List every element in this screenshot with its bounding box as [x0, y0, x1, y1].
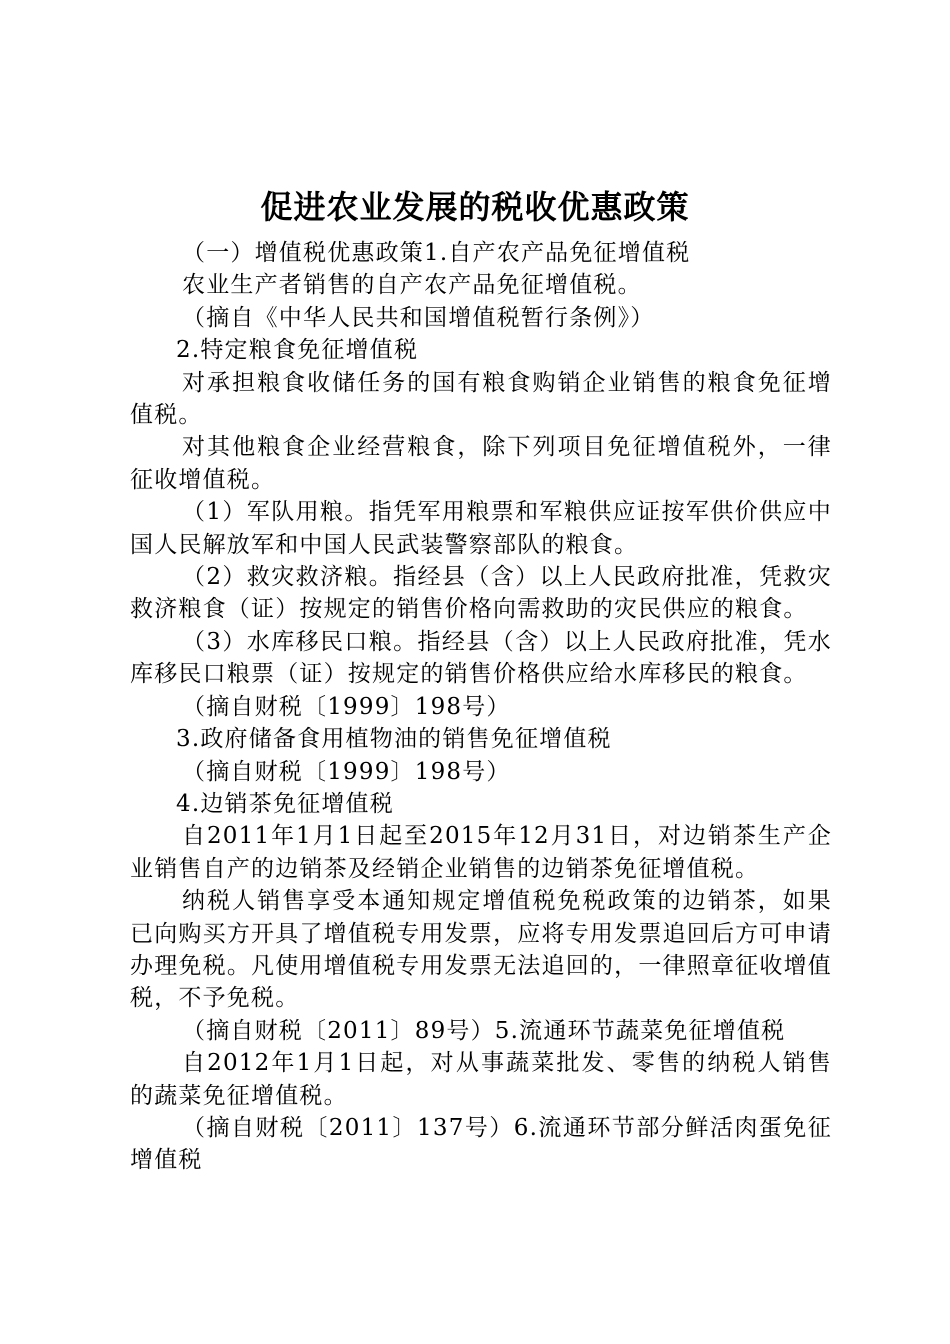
section-heading: 4.边销茶免征增值税 [176, 790, 394, 817]
paragraph: 自2012年1月1日起，对从事蔬菜批发、零售的纳税人销售的蔬菜免征增值税。 [130, 1050, 832, 1109]
paragraph: 对其他粮食企业经营粮食，除下列项目免征增值税外，一律征收增值税。 [130, 434, 832, 493]
paragraph: 纳税人销售享受本通知规定增值税免税政策的边销茶，如果已向购买方开具了增值税专用发票，应将专用发票追回后方可申请办理免税。凡使用增值税专用发票无法追回的，一律照章征收增值税，不予免税。 [130, 888, 832, 1012]
citation: （摘自财税〔1999〕198号） [182, 758, 511, 785]
paragraph: （一）增值税优惠政策1.自产农产品免征增值税 [182, 240, 691, 266]
citation: （摘自财税〔2011〕137号）6.流通环节部分鲜活肉蛋免征增值税 [130, 1114, 832, 1174]
citation: （摘自财税〔2011〕89号）5.流通环节蔬菜免征增值税 [182, 1017, 786, 1044]
paragraph: 自2011年1月1日起至2015年12月31日，对边销茶生产企业销售自产的边销茶及经销企业销售的边销茶免征增值税。 [130, 823, 832, 882]
paragraph: （2）救灾救济粮。指经县（含）以上人民政府批准，凭救灾救济粮食（证）按规定的销售价格向需救助的灾民供应的粮食。 [130, 564, 832, 623]
paragraph: 农业生产者销售的自产农产品免征增值税。 [182, 272, 642, 299]
paragraph: （1）军队用粮。指凭军用粮票和军粮供应证按军供价供应中国人民解放军和中国人民武装警察部队的粮食。 [130, 499, 832, 558]
section-heading: 3.政府储备食用植物油的销售免征增值税 [176, 726, 612, 753]
paragraph: 对承担粮食收储任务的国有粮食购销企业销售的粮食免征增值税。 [130, 369, 832, 429]
paragraph: （3）水库移民口粮。指经县（含）以上人民政府批准，凭水库移民口粮票（证）按规定的销售价格供应给水库移民的粮食。 [130, 628, 832, 688]
citation: （摘自财税〔1999〕198号） [182, 693, 511, 720]
paragraph: （摘自《中华人民共和国增值税暂行条例》） [182, 304, 655, 331]
document-title: 促进农业发展的税收优惠政策 [260, 188, 690, 226]
document-body [130, 237, 832, 1177]
section-heading: 2.特定粮食免征增值税 [176, 337, 419, 364]
